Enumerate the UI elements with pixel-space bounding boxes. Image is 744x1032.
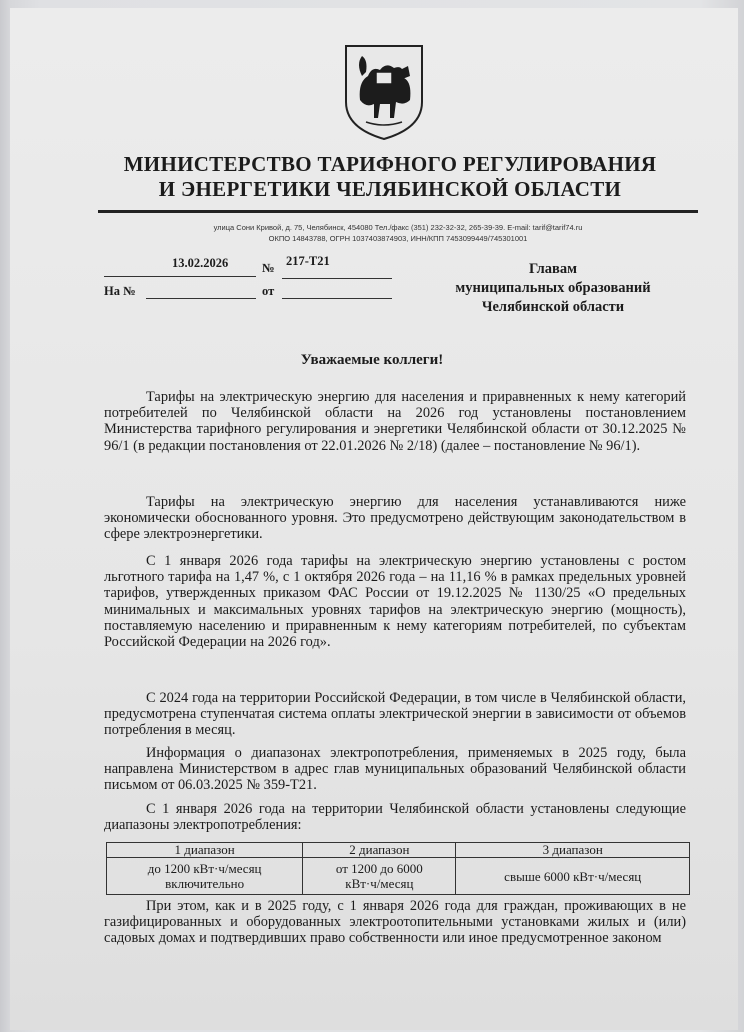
- paragraph-3-text: С 1 января 2026 года тарифы на электрическую энергию установлены с ростом льготного тарифа на 1,47 %, с 1 октября 2026 года – на 11,16 % в рамках предельных уровней тарифов, утвержденных приказом ФАС России от 19.12.2025 № 1130/25 «О предельных минимальных и максимальных уровнях тарифов на электрическую энергию (мощность), поставляемую населению и приравненным к нему категориям потребителей, по субъектам Российской Федерации на 2026 год».: [104, 553, 686, 651]
- addressee-line-2: муниципальных образований: [455, 280, 651, 296]
- table-header-cell: 2 диапазон: [303, 843, 456, 858]
- table-header-cell: 3 диапазон: [456, 843, 690, 858]
- number-label: №: [262, 261, 275, 275]
- paragraph-1: [104, 389, 686, 454]
- letter-date: 13.02.2026: [172, 256, 229, 270]
- table-header-row: [107, 843, 690, 858]
- reply-date-line: [282, 298, 392, 299]
- range-1-line-2: включительно: [165, 876, 245, 891]
- coat-of-arms-emblem: [342, 42, 426, 142]
- paragraph-5-text: Информация о диапазонах электропотребления, применяемых в 2025 году, была направлена Министерством в адрес глав муниципальных образований Челябинской области письмом от 06.03.2025 № 359-Т21.: [104, 745, 686, 794]
- paragraph-2-text: Тарифы на электрическую энергию для населения устанавливаются ниже экономически обоснованного уровня. Это предусмотрено действующим законодательством в сфере электроэнергетики.: [104, 494, 686, 543]
- table-row: [107, 858, 690, 895]
- contacts-address: улица Сони Кривой, д. 75, Челябинск, 454080 Тел./факс (351) 232-32-32, 265-39-39. E-mail: tarif@tarif74.ru: [213, 223, 583, 232]
- greeting: Уважаемые коллеги!: [300, 352, 444, 368]
- table-cell: [303, 858, 456, 895]
- paragraph-6: [104, 801, 686, 833]
- letter-number: 217-Т21: [286, 254, 330, 268]
- paragraph-4-text: С 2024 года на территории Российской Федерации, в том числе в Челябинской области, предусмотрена ступенчатая система оплаты электрической энергии в зависимости от объемов потребления в месяц.: [104, 690, 686, 739]
- paragraph-7-text: При этом, как и в 2025 году, с 1 января 2026 года для граждан, проживающих в не газифицированных и оборудованных электроотопительными установками жилых и (или) садовых домах и подтвердивших право собственности или иное предусмотренное законом: [104, 898, 686, 947]
- paragraph-1-text: Тарифы на электрическую энергию для населения и приравненных к нему категорий потребителей по Челябинской области на 2026 год установлены постановлением Министерства тарифного регулирования и энергетики Челябинской области от 30.12.2025 № 96/1 (в редакции постановления от 22.01.2026 № 2/18) (далее – постановление № 96/1).: [104, 389, 686, 454]
- contacts-registry: ОКПО 14843788, ОГРН 1037403874903, ИНН/КПП 7453099449/745301001: [268, 234, 528, 243]
- range-2-line-2: кВт·ч/месяц: [345, 876, 414, 891]
- reply-to-label: На №: [104, 284, 136, 298]
- addressee-line-3: Челябинской области: [481, 299, 625, 315]
- paragraph-2: [104, 494, 686, 543]
- date-line: [104, 276, 256, 277]
- range-1-line-1: до 1200 кВт·ч/месяц: [147, 861, 262, 876]
- paragraph-5: [104, 745, 686, 794]
- paragraph-3: [104, 553, 686, 650]
- table-header-cell: 1 диапазон: [107, 843, 303, 858]
- paragraph-6-text: С 1 января 2026 года на территории Челябинской области установлены следующие диапазоны электропотребления:: [104, 801, 686, 834]
- table-cell: [456, 858, 690, 895]
- reply-number-line: [146, 298, 256, 299]
- paragraph-7: [104, 898, 686, 947]
- number-line: [282, 278, 392, 279]
- addressee-block: [438, 260, 668, 317]
- range-2-line-1: от 1200 до 6000: [335, 861, 423, 876]
- ministry-title-line-1: МИНИСТЕРСТВО ТАРИФНОГО РЕГУЛИРОВАНИЯ: [123, 152, 657, 176]
- header-divider: [98, 210, 698, 213]
- reply-from-label: от: [262, 284, 275, 298]
- ministry-title-line-2: И ЭНЕРГЕТИКИ ЧЕЛЯБИНСКОЙ ОБЛАСТИ: [158, 177, 622, 201]
- consumption-ranges-table: [106, 842, 690, 895]
- range-3-line-1: свыше 6000 кВт·ч/месяц: [504, 868, 642, 884]
- addressee-line-1: Главам: [529, 261, 577, 277]
- paragraph-4: [104, 690, 686, 739]
- table-cell: [107, 858, 303, 895]
